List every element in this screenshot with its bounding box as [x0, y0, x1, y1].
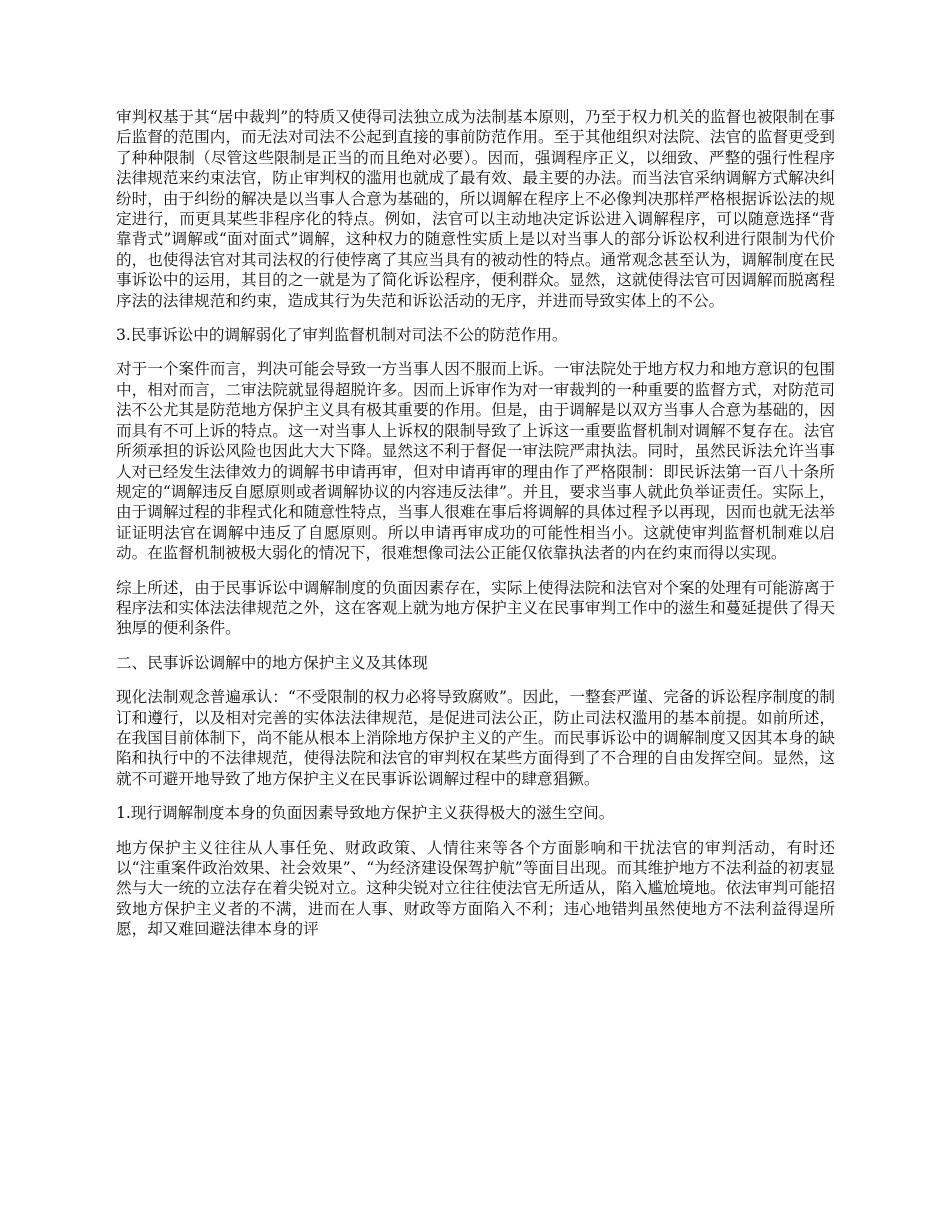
section-heading-2-1: 1.现行调解制度本身的负面因素导致地方保护主义获得极大的滋生空间。 [116, 804, 615, 823]
document-page [116, 107, 835, 954]
section-heading-3: 3.民事诉讼中的调解弱化了审判监督机制对司法不公的防范作用。 [116, 326, 568, 345]
paragraph-local-protectionism: 地方保护主义往往从人事任免、财政政策、人情往来等各个方面影响和干扰法官的审判活动，有时还以“注重案件政治效果、社会效果”、“为经济建设保驾护航”等面目出现。而其维护地方不法利益的初衷显然与大一统的立法存在着尖锐对立。这种尖锐对立往往使法官无所适从，陷入尴尬境地。依法审判可能招致地方保护主义者的不满，进而在人事、财政等方面陷入不利；违心地错判虽然使地方不法利益得逞所愿，却又难回避法律本身的评 [116, 838, 835, 939]
section-heading-2: 二、民事诉讼调解中的地方保护主义及其体现 [116, 653, 428, 672]
paragraph-summary: 综上所述，由于民事诉讼中调解制度的负面因素存在，实际上使得法院和法官对个案的处理有可能游离于程序法和实体法法律规范之外，这在客观上就为地方保护主义在民事审判工作中的滋生和蔓延提供了得天独厚的便利条件。 [116, 578, 835, 638]
paragraph-judicial-independence: 审判权基于其“居中裁判”的特质又使得司法独立成为法制基本原则，乃至于权力机关的监督也被限制在事后监督的范围内，而无法对司法不公起到直接的事前防范作用。至于其他组织对法院、法官的监督更受到了种种限制（尽管这些限制是正当的而且绝对必要）。因而，强调程序正义，以细致、严整的强行性程序法律规范来约束法官，防止审判权的滥用也就成了最有效、最主要的办法。而当法官采纳调解方式解决纠纷时，由于纠纷的解决是以当事人合意为基础的，所以调解在程序上不必像判决那样严格根据诉讼法的规定进行，而更具某些非程序化的特点。例如，法官可以主动地决定诉讼进入调解程序，可以随意选择“背靠背式”调解或“面对面式”调解，这种权力的随意性实质上是以对当事人的部分诉讼权利进行限制为代价的，也使得法官对其司法权的行使悖离了其应当具有的被动性的特点。通常观念甚至认为，调解制度在民事诉讼中的运用，其目的之一就是为了简化诉讼程序，便利群众。显然，这就使得法官可因调解而脱离程序法的法律规范和约束，造成其行为失范和诉讼活动的无序，并进而导致实体上的不公。 [116, 108, 835, 310]
paragraph-legal-concept: 现化法制观念普遍承认：“不受限制的权力必将导致腐败”。因此，一整套严谨、完备的诉讼程序制度的制订和遵行，以及相对完善的实体法法律规范，是促进司法公正，防止司法权滥用的基本前提。如前所述，在我国目前体制下，尚不能从根本上消除地方保护主义的产生。而民事诉讼中的调解制度又因其本身的缺陷和执行中的不法律规范，使得法院和法官的审判权在某些方面得到了不合理的自由发挥空间。显然，这就不可避开地导致了地方保护主义在民事诉讼调解过程中的肆意猖獗。 [116, 688, 835, 788]
paragraph-appeal-supervision: 对于一个案件而言，判决可能会导致一方当事人因不服而上诉。一审法院处于地方权力和地方意识的包围中，相对而言，二审法院就显得超脱许多。因而上诉审作为对一审裁判的一种重要的监督方式，对防范司法不公尤其是防范地方保护主义具有极其重要的作用。但是，由于调解是以双方当事人合意为基础的，因而具有不可上诉的特点。这一对当事人上诉权的限制导致了上诉这一重要监督机制对调解不复存在。法官所须承担的诉讼风险也因此大大下降。显然这不利于督促一审法院严肃执法。同时，虽然民诉法允许当事人对已经发生法律效力的调解书申请再审，但对申请再审的理由作了严格限制：即民诉法第一百八十条所规定的“调解违反自愿原则或者调解协议的内容违反法律”。并且，要求当事人就此负举证责任。实际上，由于调解过程的非程式化和随意性特点，当事人很难在事后将调解的具体过程予以再现，因而也就无法举证证明法官在调解中违反了自愿原则。所以申请再审成功的可能性相当小。这就使审判监督机制难以启动。在监督机制被极大弱化的情况下，很难想像司法公正能仅依靠执法者的内在约束而得以实现。 [116, 360, 835, 563]
